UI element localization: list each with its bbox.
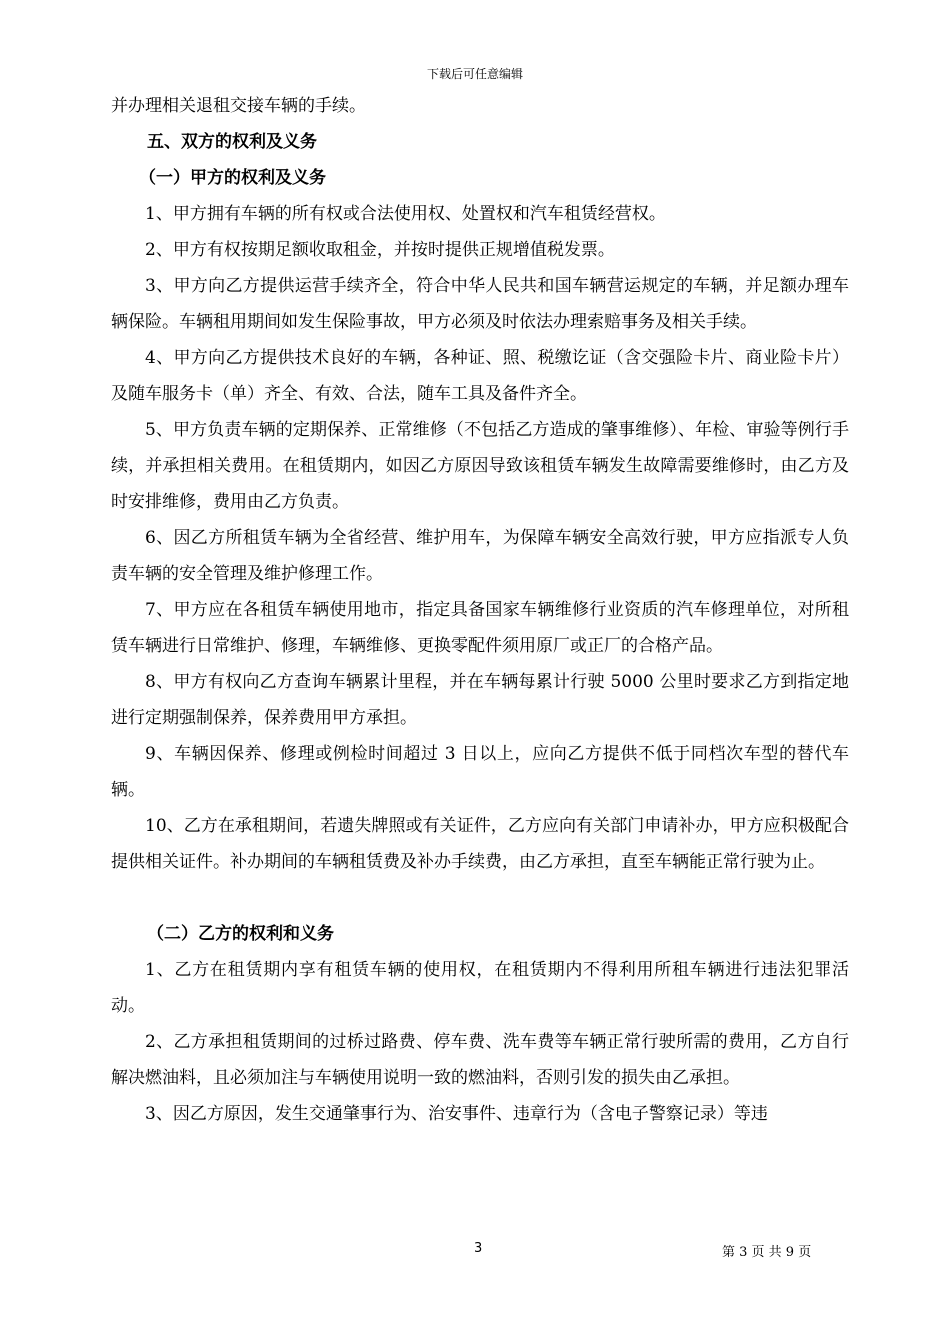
party-b-item: 2、乙方承担租赁期间的过桥过路费、停车费、洗车费等车辆正常行驶所需的费用，乙方自行解决燃油料，且必须加注与车辆使用说明一致的燃油料，否则引发的损失由乙承担。 (111, 1032, 849, 1088)
party-a-item: 9、车辆因保养、修理或例检时间超过 3 日以上，应向乙方提供不低于同档次车型的替代车辆。 (111, 744, 849, 800)
party-a-item: 1、甲方拥有车辆的所有权或合法使用权、处置权和汽车租赁经营权。 (145, 204, 666, 224)
party-a-item: 8、甲方有权向乙方查询车辆累计里程，并在车辆每累计行驶 5000 公里时要求乙方到指定地进行定期强制保养，保养费用甲方承担。 (111, 672, 849, 728)
party-a-item: 5、甲方负责车辆的定期保养、正常维修（不包括乙方造成的肇事维修）、年检、审验等例行手续，并承担相关费用。在租赁期内，如因乙方原因导致该租赁车辆发生故障需要维修时，由乙方及时安排维修，费用由乙方负责。 (111, 420, 849, 512)
page-count: 第 3 页 共 9 页 (722, 1245, 812, 1260)
party-a-item: 6、因乙方所租赁车辆为全省经营、维护用车，为保障车辆安全高效行驶，甲方应指派专人负责车辆的安全管理及维护修理工作。 (111, 528, 849, 584)
document-body (111, 88, 849, 1132)
party-a-item: 7、甲方应在各租赁车辆使用地市，指定具备国家车辆维修行业资质的汽车修理单位，对所租赁车辆进行日常维护、修理，车辆维修、更换零配件须用原厂或正厂的合格产品。 (111, 600, 849, 656)
party-b-heading: （二）乙方的权利和义务 (147, 924, 334, 944)
party-b-item: 1、乙方在租赁期内享有租赁车辆的使用权，在租赁期内不得利用所租车辆进行违法犯罪活动。 (111, 960, 849, 1016)
party-a-item: 3、甲方向乙方提供运营手续齐全，符合中华人民共和国车辆营运规定的车辆，并足额办理车辆保险。车辆租用期间如发生保险事故，甲方必须及时依法办理索赔事务及相关手续。 (111, 276, 849, 332)
party-a-heading: （一）甲方的权利及义务 (139, 168, 326, 188)
party-a-item: 2、甲方有权按期足额收取租金，并按时提供正规增值税发票。 (145, 240, 615, 260)
party-b-item: 3、因乙方原因，发生交通肇事行为、治安事件、违章行为（含电子警察记录）等违 (145, 1104, 768, 1124)
page-number: 3 (474, 1241, 483, 1256)
intro-paragraph: 并办理相关退租交接车辆的手续。 (111, 96, 366, 116)
party-a-item: 10、乙方在承租期间，若遗失牌照或有关证件，乙方应向有关部门申请补办，甲方应积极配合提供相关证件。补办期间的车辆租赁费及补办手续费，由乙方承担，直至车辆能正常行驶为止。 (111, 816, 849, 872)
party-a-item: 4、甲方向乙方提供技术良好的车辆，各种证、照、税缴讫证（含交强险卡片、商业险卡片）及随车服务卡（单）齐全、有效、合法，随车工具及备件齐全。 (111, 348, 849, 404)
page-header: 下载后可任意编辑 (426, 67, 523, 81)
section-5-heading: 五、双方的权利及义务 (147, 132, 317, 152)
